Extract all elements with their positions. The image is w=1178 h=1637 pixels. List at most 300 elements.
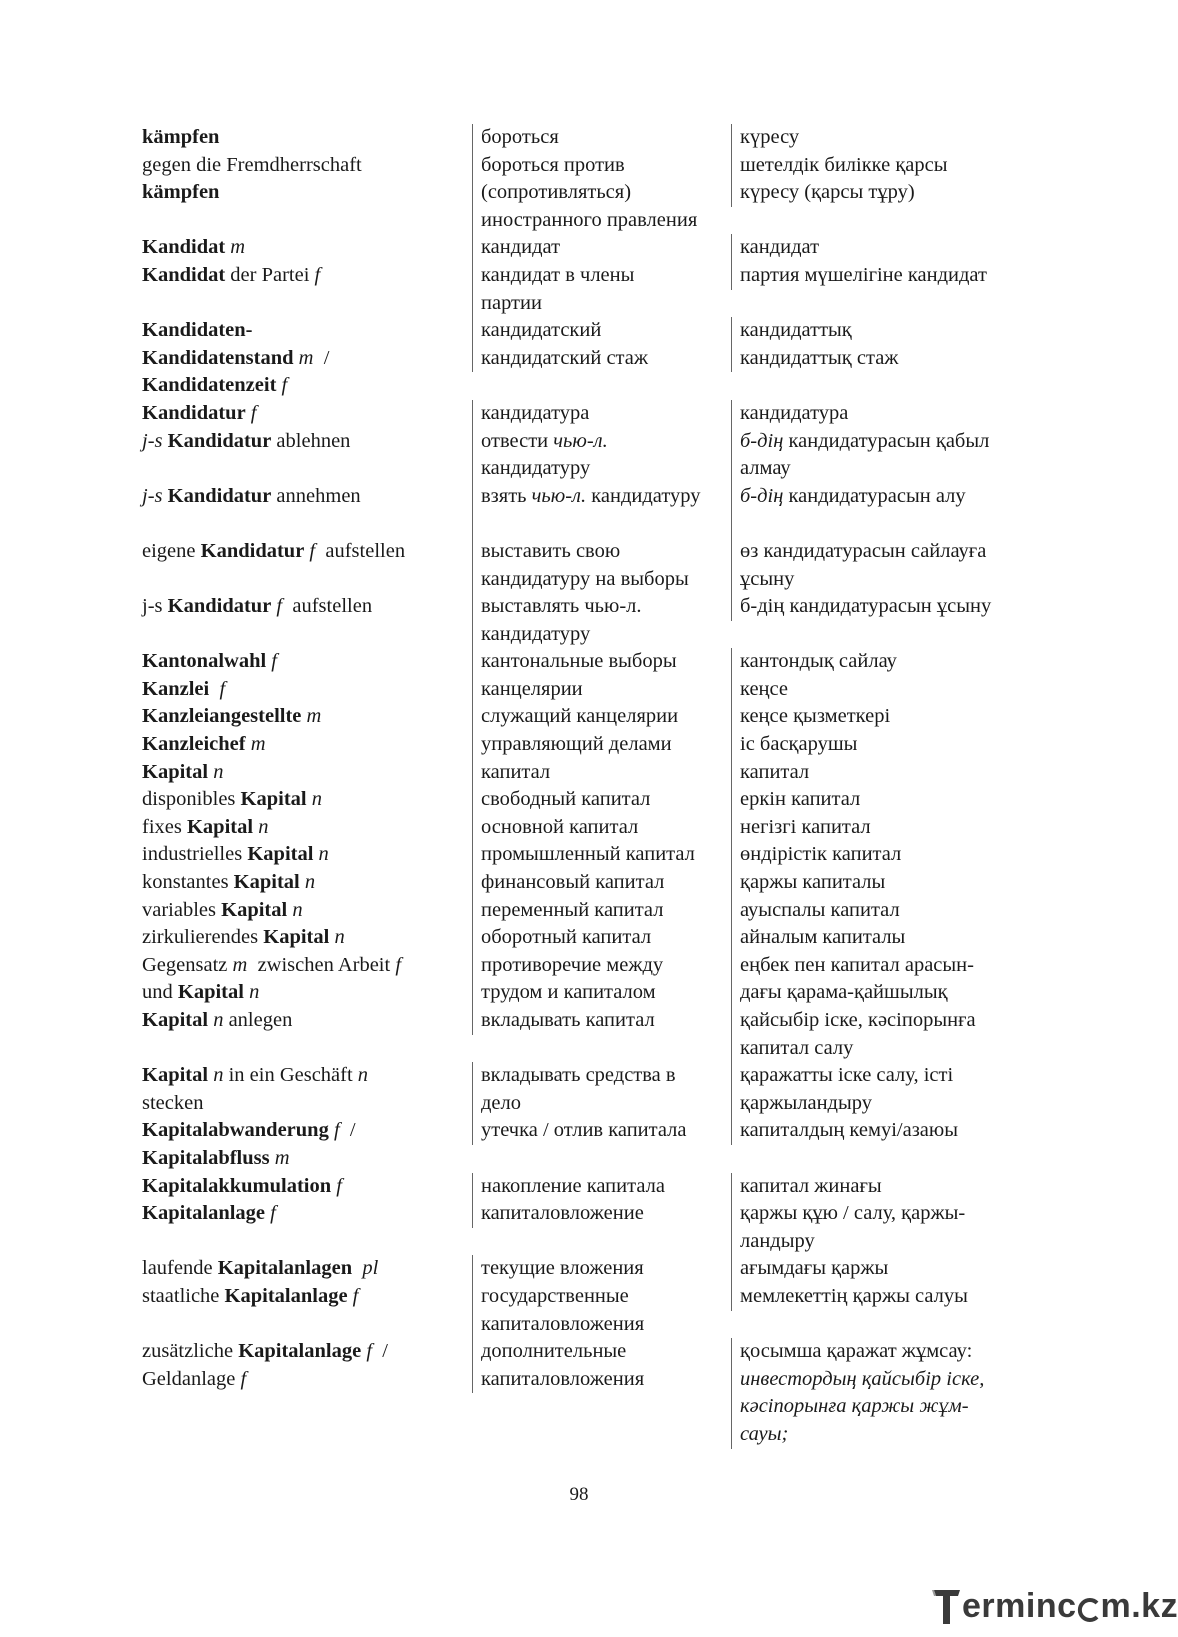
grammar-mark: n xyxy=(311,788,322,811)
text-segment: текущие вложения xyxy=(481,1257,644,1280)
russian-translation-line xyxy=(481,262,731,290)
german-term-line xyxy=(142,648,464,676)
kazakh-translation-line xyxy=(740,676,1022,704)
grammar-mark: n xyxy=(258,815,269,838)
kazakh-translation-line xyxy=(740,1338,1022,1366)
russian-translation-line xyxy=(481,1255,731,1283)
page-number: 98 xyxy=(569,1484,589,1505)
german-term xyxy=(142,869,472,897)
russian-translation-line xyxy=(481,1090,731,1118)
text-segment: j-s xyxy=(142,595,168,618)
kazakh-translation-line xyxy=(740,1035,1022,1063)
kazakh-translation-line xyxy=(740,1283,1022,1311)
german-term xyxy=(142,924,472,952)
russian-translation-line xyxy=(481,538,731,566)
german-term xyxy=(142,841,472,869)
russian-translation xyxy=(472,234,731,262)
text-segment: вкладывать средства в xyxy=(481,1064,676,1087)
russian-translation-line xyxy=(481,621,731,649)
headword: Kantonalwahl xyxy=(142,650,267,673)
kazakh-translation-line xyxy=(740,179,1022,207)
kazakh-translation xyxy=(731,345,1022,373)
dictionary-entry-row xyxy=(142,1200,1022,1255)
kazakh-translation-line xyxy=(740,731,1022,759)
grammar-mark: n xyxy=(213,1064,224,1087)
headword: Kapital xyxy=(221,898,288,921)
text-segment: противоречие между xyxy=(481,953,664,976)
german-term xyxy=(142,345,472,400)
russian-translation xyxy=(472,538,731,593)
text-segment: кандидатуру xyxy=(481,457,591,480)
headword: Kapital xyxy=(142,1009,209,1031)
text-segment: gegen die Fremdherrschaft xyxy=(142,153,362,176)
russian-translation-line xyxy=(481,1200,731,1228)
kazakh-translation-line xyxy=(740,538,1022,566)
text-segment: кантондық сайлау xyxy=(740,650,897,673)
german-term-line xyxy=(142,317,464,345)
grammar-mark: f xyxy=(314,263,321,286)
russian-translation-line xyxy=(481,814,731,842)
russian-translation xyxy=(472,428,731,483)
text-segment: / xyxy=(313,346,330,369)
german-term-line xyxy=(142,759,464,787)
german-term-line xyxy=(142,234,464,262)
kazakh-translation xyxy=(731,924,1022,952)
german-term-line xyxy=(142,510,464,538)
kazakh-translation xyxy=(731,869,1022,897)
text-segment: отвести xyxy=(481,429,554,452)
text-segment: канцелярии xyxy=(481,677,583,700)
russian-translation xyxy=(472,814,731,842)
text-segment: industrielles xyxy=(142,843,248,866)
dictionary-entry-row xyxy=(142,924,1022,952)
russian-translation-line xyxy=(481,593,731,621)
headword: Kapitalakkumulation xyxy=(142,1174,332,1197)
german-term-line xyxy=(142,786,464,814)
kazakh-translation xyxy=(731,1062,1022,1117)
text-segment: иностранного правления xyxy=(481,208,698,231)
german-term xyxy=(142,703,472,731)
text-segment: und xyxy=(142,981,178,1004)
kazakh-translation-line xyxy=(740,124,1022,152)
text-segment: eigene xyxy=(142,539,201,562)
text-segment: кандидат в члены xyxy=(481,263,635,286)
grammar-mark: m xyxy=(230,236,246,259)
russian-translation-line xyxy=(481,179,731,207)
kazakh-translation-line xyxy=(740,1228,1022,1256)
kazakh-translation-line xyxy=(740,841,1022,869)
german-term-line xyxy=(142,703,464,731)
german-term xyxy=(142,1062,472,1117)
text-segment: кантональные выборы xyxy=(481,650,677,673)
headword: Kapitalanlagen xyxy=(217,1257,353,1280)
text-segment: кандидатура xyxy=(481,401,590,424)
text-segment: disponibles xyxy=(142,788,241,811)
german-term-line xyxy=(142,1366,464,1394)
grammar-mark: pl xyxy=(362,1257,379,1280)
headword: Kanzleichef xyxy=(142,733,246,756)
grammar-mark: б-дің xyxy=(740,484,784,507)
grammar-mark: f xyxy=(240,1367,247,1390)
grammar-mark: f xyxy=(250,401,257,424)
german-term xyxy=(142,676,472,704)
text-segment: выставить свою xyxy=(481,539,621,562)
kazakh-translation-line xyxy=(740,1062,1022,1090)
kazakh-translation xyxy=(731,1173,1022,1201)
german-term xyxy=(142,1283,472,1311)
text-segment: оборотный капитал xyxy=(481,926,652,949)
german-term-line xyxy=(142,538,464,566)
kazakh-translation-line xyxy=(740,234,1022,262)
grammar-mark: f xyxy=(271,650,277,673)
headword: Kandidaten- xyxy=(142,319,253,342)
russian-translation xyxy=(472,676,731,704)
text-segment: б-дің кандидатурасын ұсыну xyxy=(740,595,992,618)
russian-translation-line xyxy=(481,703,731,731)
text-segment: капиталовложения xyxy=(481,1367,645,1390)
kazakh-translation-line xyxy=(740,400,1022,428)
text-segment: (сопротивляться) xyxy=(481,181,632,204)
kazakh-translation xyxy=(731,1283,1022,1311)
kazakh-translation xyxy=(731,593,1022,621)
dictionary-entry-row xyxy=(142,759,1022,787)
text-segment: aufstellen xyxy=(315,539,406,562)
kazakh-translation xyxy=(731,1117,1022,1145)
kazakh-translation-line xyxy=(740,1173,1022,1201)
german-term-line xyxy=(142,1255,464,1283)
headword: kämpfen xyxy=(142,126,220,148)
kazakh-translation xyxy=(731,1338,1022,1448)
german-term-line xyxy=(142,1117,464,1145)
grammar-mark: n xyxy=(304,871,316,894)
russian-translation-line xyxy=(481,566,731,594)
grammar-mark: m xyxy=(250,733,266,756)
kazakh-translation xyxy=(731,234,1022,262)
kazakh-translation-line xyxy=(740,1255,1022,1283)
russian-translation-line xyxy=(481,152,731,180)
text-segment: партии xyxy=(481,291,542,314)
russian-translation xyxy=(472,1338,731,1393)
german-term xyxy=(142,538,472,566)
russian-translation-line xyxy=(481,1311,731,1339)
headword: Kapitalanlage xyxy=(142,1202,266,1225)
german-term-line xyxy=(142,1338,464,1366)
text-segment: еркін капитал xyxy=(740,788,861,811)
text-segment: zirkulierendes xyxy=(142,926,264,949)
german-term xyxy=(142,400,472,428)
russian-translation xyxy=(472,262,731,317)
headword: Kandidatur xyxy=(167,429,272,452)
dictionary-entry-row xyxy=(142,345,1022,400)
russian-translation-line xyxy=(481,924,731,952)
text-segment: кандидатурасын алу xyxy=(783,484,966,507)
dictionary-entry-row xyxy=(142,428,1022,483)
russian-translation-line xyxy=(481,455,731,483)
german-term-line xyxy=(142,1283,464,1311)
russian-translation-line xyxy=(481,648,731,676)
kazakh-translation xyxy=(731,124,1022,152)
russian-translation-line xyxy=(481,1007,731,1035)
kazakh-translation-line xyxy=(740,759,1022,787)
text-segment: служащий канцелярии xyxy=(481,705,679,728)
kazakh-translation-line xyxy=(740,455,1022,483)
headword: Kapitalanlage xyxy=(224,1284,348,1307)
dictionary-entry-row xyxy=(142,1062,1022,1117)
text-segment: государственные xyxy=(481,1284,629,1307)
grammar-mark: б-дің xyxy=(740,429,784,452)
text-segment: der Partei xyxy=(225,263,315,286)
text-segment: дағы қарама-қайшылық xyxy=(740,981,948,1004)
german-term xyxy=(142,1117,472,1172)
russian-translation-line xyxy=(481,400,731,428)
german-term-line xyxy=(142,593,464,621)
text-segment: капитал салу xyxy=(740,1036,854,1059)
german-term xyxy=(142,124,472,152)
russian-translation xyxy=(472,152,731,235)
german-term-line xyxy=(142,979,464,1007)
text-segment: қосымша қаражат жұмсау: xyxy=(740,1340,973,1363)
german-term-line xyxy=(142,952,464,980)
kazakh-translation-line xyxy=(740,428,1022,456)
watermark-text-b: m.kz xyxy=(1100,1587,1178,1625)
russian-translation xyxy=(472,1200,731,1228)
text-segment: stecken xyxy=(142,1091,204,1114)
russian-translation xyxy=(472,952,731,1007)
grammar-mark: n xyxy=(292,898,303,921)
watermark-text-a: erminc xyxy=(962,1587,1077,1625)
russian-translation-line xyxy=(481,207,731,235)
russian-translation xyxy=(472,786,731,814)
text-segment: қаржыландыру xyxy=(740,1091,872,1114)
german-term-line xyxy=(142,372,464,400)
text-segment: ұсыну xyxy=(740,567,795,590)
dictionary-entry-row xyxy=(142,1338,1022,1448)
german-term-line xyxy=(142,1200,464,1228)
headword: Kandidatur xyxy=(167,484,272,507)
text-segment: айналым капиталы xyxy=(740,926,906,949)
text-segment: капиталовложения xyxy=(481,1312,645,1335)
german-term-line xyxy=(142,483,464,511)
text-segment: кандидатский xyxy=(481,319,602,342)
headword: Kandidat xyxy=(142,236,226,259)
german-term-line xyxy=(142,676,464,704)
dictionary-entry-row xyxy=(142,262,1022,317)
kazakh-translation xyxy=(731,676,1022,704)
german-term xyxy=(142,952,472,1007)
watermark-t-icon xyxy=(932,1586,962,1626)
text-segment: Gegensatz xyxy=(142,953,233,976)
text-segment: іс басқарушы xyxy=(740,733,858,756)
russian-translation xyxy=(472,924,731,952)
russian-translation-line xyxy=(481,1338,731,1366)
kazakh-translation-line xyxy=(740,345,1022,373)
russian-translation xyxy=(472,731,731,759)
grammar-mark: m xyxy=(298,346,314,369)
dictionary-table xyxy=(142,124,1022,1449)
grammar-mark: f xyxy=(395,953,402,976)
german-term xyxy=(142,483,472,538)
headword: Kandidatur xyxy=(142,401,246,424)
headword: Kandidatur xyxy=(200,539,305,562)
german-term xyxy=(142,759,472,787)
kazakh-translation-line xyxy=(740,1007,1022,1035)
german-term-line xyxy=(142,1062,464,1090)
german-term-line xyxy=(142,345,464,373)
dictionary-entry-row xyxy=(142,317,1022,345)
russian-translation-line xyxy=(481,869,731,897)
kazakh-translation-line xyxy=(740,814,1022,842)
text-segment xyxy=(352,1257,362,1279)
dictionary-entry-row xyxy=(142,952,1022,1007)
kazakh-translation-line xyxy=(740,152,1022,180)
grammar-mark: инвестордың қайсыбір іске, xyxy=(740,1367,985,1390)
dictionary-entry-row xyxy=(142,1283,1022,1338)
kazakh-translation xyxy=(731,317,1022,345)
german-term xyxy=(142,786,472,814)
text-segment: / xyxy=(372,1340,388,1363)
dictionary-entry-row xyxy=(142,869,1022,897)
grammar-mark: f xyxy=(276,595,283,618)
russian-translation-line xyxy=(481,786,731,814)
text-segment: кеңсе xyxy=(740,677,788,700)
russian-translation-line xyxy=(481,290,731,318)
kazakh-translation-line xyxy=(740,483,1022,511)
kazakh-translation xyxy=(731,400,1022,428)
text-segment: қаржы құю / салу, қаржы- xyxy=(740,1202,966,1225)
dictionary-entry-row xyxy=(142,897,1022,925)
text-segment: мемлекеттің қаржы салуы xyxy=(740,1284,968,1307)
text-segment: капиталдың кемуі/азаюы xyxy=(740,1119,958,1142)
text-segment xyxy=(209,678,219,700)
dictionary-entry-row xyxy=(142,1255,1022,1283)
kazakh-translation-line xyxy=(740,262,1022,290)
russian-translation xyxy=(472,1173,731,1201)
text-segment: Geldanlage xyxy=(142,1367,241,1390)
text-segment: бороться xyxy=(481,126,559,148)
grammar-mark: j-s xyxy=(142,429,163,452)
headword: Kapital xyxy=(263,926,330,949)
grammar-mark: n xyxy=(213,1009,224,1031)
text-segment: шетелдік билікке қарсы xyxy=(740,153,948,176)
text-segment: кандидат xyxy=(740,236,820,259)
dictionary-entry-row xyxy=(142,593,1022,648)
text-segment: konstantes xyxy=(142,871,234,894)
kazakh-translation-line xyxy=(740,510,1022,538)
kazakh-translation xyxy=(731,152,1022,207)
german-term-line xyxy=(142,1173,464,1201)
kazakh-translation-line xyxy=(740,566,1022,594)
text-segment: fixes xyxy=(142,815,187,838)
headword: Kanzleiangestellte xyxy=(142,705,302,728)
text-segment: дело xyxy=(481,1091,522,1114)
german-term-line xyxy=(142,924,464,952)
kazakh-translation xyxy=(731,841,1022,869)
text-segment: zwischen Arbeit xyxy=(247,953,396,976)
text-segment: қаражатты іске салу, істі xyxy=(740,1064,954,1087)
dictionary-entry-row xyxy=(142,676,1022,704)
german-term-line xyxy=(142,841,464,869)
kazakh-translation xyxy=(731,428,1022,483)
kazakh-translation xyxy=(731,897,1022,925)
kazakh-translation-line xyxy=(740,703,1022,731)
headword: Kapital xyxy=(142,760,209,783)
dictionary-entry-row xyxy=(142,648,1022,676)
dictionary-entry-row xyxy=(142,483,1022,538)
text-segment: трудом и капиталом xyxy=(481,981,656,1004)
dictionary-entry-row xyxy=(142,152,1022,235)
russian-translation xyxy=(472,1062,731,1117)
german-term xyxy=(142,897,472,925)
german-term-line xyxy=(142,814,464,842)
kazakh-translation-line xyxy=(740,1393,1022,1421)
headword: Kapitalanlage xyxy=(238,1340,362,1363)
german-term-line xyxy=(142,400,464,428)
text-segment: еңбек пен капитал арасын- xyxy=(740,953,974,976)
russian-translation xyxy=(472,841,731,869)
kazakh-translation-line xyxy=(740,648,1022,676)
russian-translation-line xyxy=(481,345,731,373)
kazakh-translation-line xyxy=(740,924,1022,952)
text-segment: in ein Geschäft xyxy=(223,1064,358,1087)
headword: Kapitalabwanderung xyxy=(142,1119,329,1142)
grammar-mark: j-s xyxy=(142,484,163,507)
russian-translation-line xyxy=(481,676,731,704)
text-segment: күресу (қарсы тұру) xyxy=(740,181,915,204)
kazakh-translation-line xyxy=(740,979,1022,1007)
kazakh-translation xyxy=(731,759,1022,787)
kazakh-translation xyxy=(731,648,1022,676)
german-term-line xyxy=(142,428,464,456)
russian-translation-line xyxy=(481,1117,731,1145)
headword: Kapital xyxy=(186,815,254,838)
grammar-mark: f xyxy=(352,1284,359,1307)
kazakh-translation xyxy=(731,262,1022,290)
german-term-line xyxy=(142,124,464,152)
dictionary-entry-row xyxy=(142,1117,1022,1172)
german-term-line xyxy=(142,1090,464,1118)
kazakh-translation xyxy=(731,483,1022,538)
kazakh-translation-line xyxy=(740,1366,1022,1394)
german-term-line xyxy=(142,731,464,759)
text-segment: промышленный капитал xyxy=(481,843,695,866)
text-segment: управляющий делами xyxy=(481,733,672,756)
headword: Kapital xyxy=(240,788,307,811)
text-segment: variables xyxy=(142,898,222,921)
text-segment: staatliche xyxy=(142,1284,225,1307)
text-segment: капиталовложение xyxy=(481,1202,644,1225)
russian-translation-line xyxy=(481,979,731,1007)
text-segment: кандидатурасын қабыл xyxy=(783,429,990,452)
russian-translation-line xyxy=(481,1173,731,1201)
russian-translation xyxy=(472,869,731,897)
grammar-mark: m xyxy=(274,1146,290,1169)
grammar-mark: кәсіпорынға қаржы жұм- xyxy=(740,1395,969,1418)
headword: Kandidatur xyxy=(167,595,272,618)
grammar-mark: n xyxy=(213,760,224,783)
text-segment: капитал xyxy=(481,760,551,783)
text-segment: zusätzliche xyxy=(142,1340,239,1363)
watermark-o-icon xyxy=(1077,1597,1101,1623)
russian-translation xyxy=(472,400,731,428)
kazakh-translation xyxy=(731,703,1022,731)
dictionary-entry-row xyxy=(142,841,1022,869)
headword: Kapital xyxy=(142,1064,209,1087)
text-segment: ландыру xyxy=(740,1229,815,1252)
text-segment: annehmen xyxy=(271,484,361,507)
german-term-line xyxy=(142,179,464,207)
kazakh-translation xyxy=(731,786,1022,814)
headword: Kandidatenzeit xyxy=(142,374,277,397)
